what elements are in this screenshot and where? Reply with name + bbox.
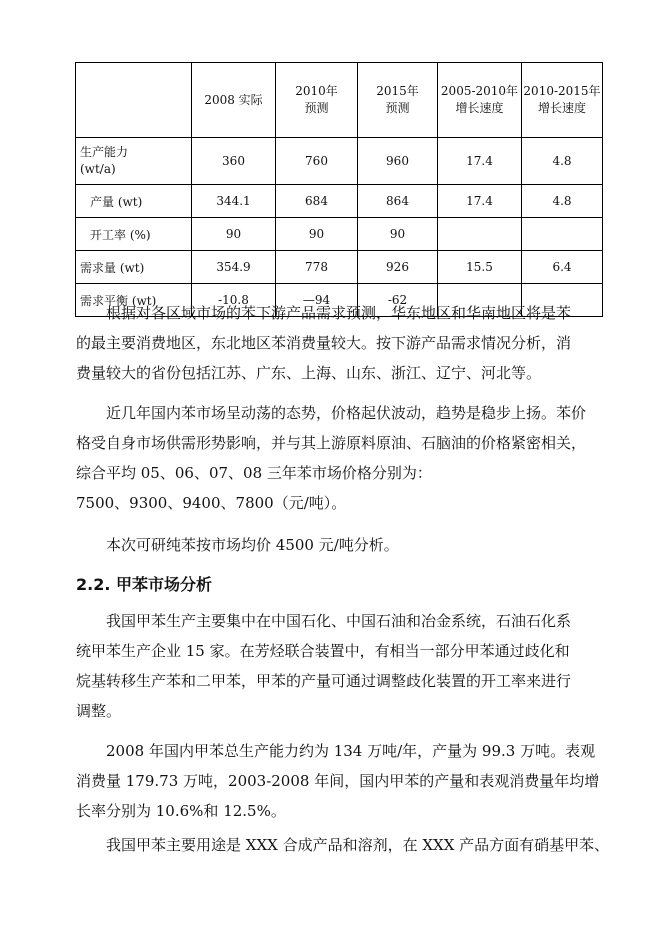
benzene-forecast-table <box>75 62 603 317</box>
table-cell: 960 <box>358 138 438 185</box>
table-cell: 15.5 <box>438 251 522 284</box>
table-row <box>76 185 603 218</box>
table-cell <box>522 218 603 251</box>
row-label: 开工率 (%) <box>76 218 192 251</box>
table-cell: 17.4 <box>438 185 522 218</box>
header-cell: 2010年 预测 <box>276 63 358 138</box>
row-label: 产量 (wt) <box>76 185 192 218</box>
header-cell: 2005-2010年 增长速度 <box>438 63 522 138</box>
table-cell: 926 <box>358 251 438 284</box>
header-cell: 2015年 预测 <box>358 63 438 138</box>
table-cell: 4.8 <box>522 138 603 185</box>
table-cell: —94 <box>276 284 358 317</box>
table-cell: 344.1 <box>192 185 276 218</box>
paragraph-toluene-capacity: 2008 年国内甲苯总生产能力约为 134 万吨/年，产量为 99.3 万吨。表观 消费量 179.73 万吨，2003-2008 年间，国内甲苯的产量和表观消费量年均增 长率分别为 10.6%和 12.5%。 <box>76 742 600 820</box>
paragraph-toluene-production: 我国甲苯生产主要集中在中国石化、中国石油和冶金系统，石油石化系 统甲苯生产企业 15 家。在芳烃联合装置中，有相当一部分甲苯通过歧化和 烷基转移生产苯和二甲苯，甲苯的产量可通过调整歧化装置的开工率来进行 调整。 <box>76 612 572 720</box>
section-heading: 2.2. 甲苯市场分析 <box>76 575 212 594</box>
table-cell: 90 <box>276 218 358 251</box>
table-row <box>76 138 603 185</box>
table-cell: 778 <box>276 251 358 284</box>
row-label: 需求平衡 (wt) <box>76 284 192 317</box>
row-label: 需求量 (wt) <box>76 251 192 284</box>
header-cell <box>76 63 192 138</box>
paragraph-toluene-uses: 我国甲苯主要用途是 XXX 合成产品和溶剂，在 XXX 产品方面有硝基甲苯、 <box>106 836 610 854</box>
table-cell: 90 <box>192 218 276 251</box>
table-cell: -62 <box>358 284 438 317</box>
header-cell: 2008 实际 <box>192 63 276 138</box>
header-cell: 2010-2015年 增长速度 <box>522 63 603 138</box>
table-cell: 17.4 <box>438 138 522 185</box>
table-row <box>76 218 603 251</box>
table-cell: 864 <box>358 185 438 218</box>
table-cell: 6.4 <box>522 251 603 284</box>
table-cell <box>438 218 522 251</box>
paragraph-regional-demand: 根据对各区域市场的苯下游产品需求预测，华东地区和华南地区将是苯 的最主要消费地区，东北地区苯消费量较大。按下游产品需求情况分析，消 费量较大的省份包括江苏、广东、上海、山东、浙江、辽宁、河北等。 <box>76 304 572 382</box>
table-cell: 760 <box>276 138 358 185</box>
table-cell: 90 <box>358 218 438 251</box>
table-cell: 354.9 <box>192 251 276 284</box>
paragraph-price-basis: 本次可研纯苯按市场均价 4500 元/吨分析。 <box>106 536 399 554</box>
row-label: 生产能力 (wt/a) <box>76 138 192 185</box>
table-cell: 684 <box>276 185 358 218</box>
table-header-row <box>76 63 603 138</box>
table-cell: -10.8 <box>192 284 276 317</box>
paragraph-price-trend: 近几年国内苯市场呈动荡的态势，价格起伏波动，趋势是稳步上扬。苯价 格受自身市场供需形势影响，并与其上游原料原油、石脑油的价格紧密相关， 综合平均 05、06、07、08 三年苯市场价格分别为： 7500、9300、9400、7800（元/吨）。 <box>76 404 587 512</box>
table-cell: 360 <box>192 138 276 185</box>
table-cell: 4.8 <box>522 185 603 218</box>
table-row <box>76 251 603 284</box>
